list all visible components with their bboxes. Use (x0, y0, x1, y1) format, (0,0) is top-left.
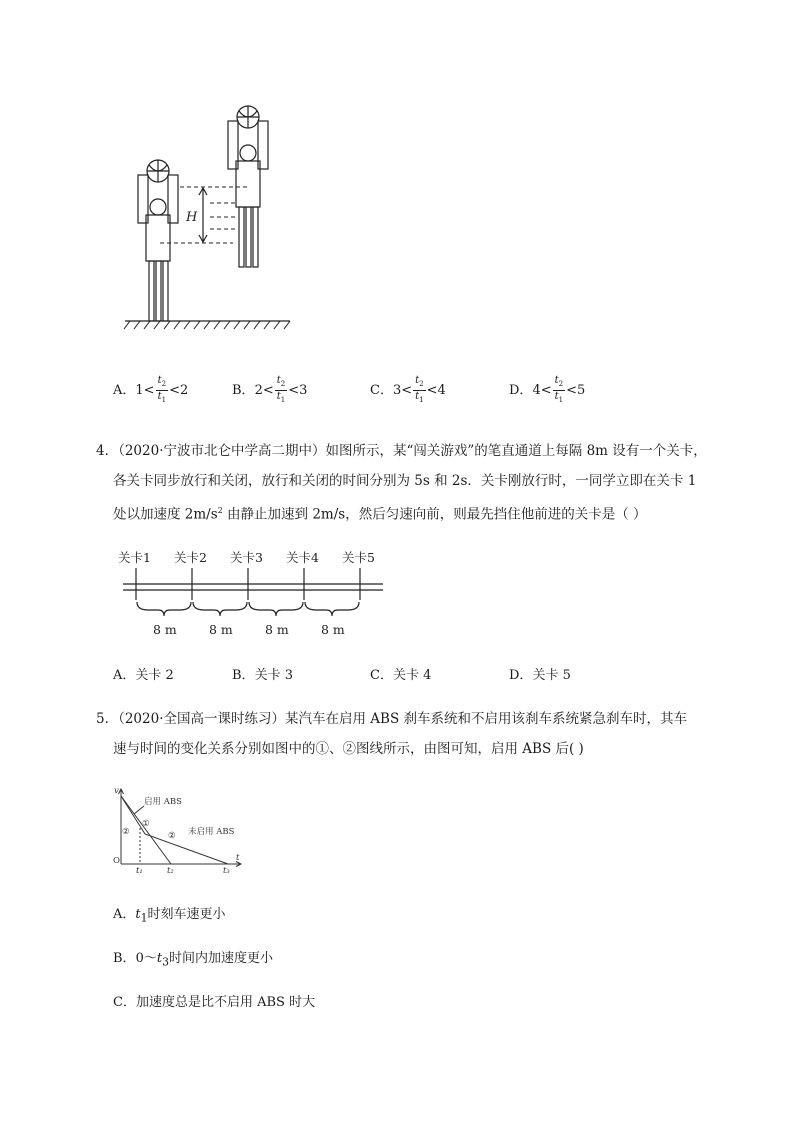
q4-stem-line-1: 4．（2020·宁波市北仑中学高二期中）如图所示，某“闯关游戏”的笔直通道上每隔 8m 设有一个关卡， (96, 443, 707, 459)
q3-option-c[interactable]: C．3< $\frac{t_2}{t_1}$ <4 (370, 375, 446, 404)
option-letter: D． (509, 668, 533, 683)
gate-label-3: 关卡3 (230, 550, 263, 565)
ratio-fraction: $\frac{t_2}{t_1}$ (554, 375, 564, 404)
label-without-abs: 未启用 ABS (188, 827, 235, 837)
gate-label-5: 关卡5 (342, 550, 375, 565)
ratio-fraction: $\frac{t_2}{t_1}$ (415, 375, 424, 404)
q3-option-d[interactable]: D．4< $\frac{t_2}{t_1}$ <5 (509, 375, 586, 404)
label-with-abs: 启用 ABS (144, 797, 182, 807)
q4-stem-line-2: 各关卡同步放行和关闭，放行和关闭的时间分别为 5s 和 2s．关卡刚放行时，一同学立即在关卡 1 (113, 473, 697, 489)
tick-t3: t₃ (223, 866, 230, 876)
velocity-time-graph (110, 784, 250, 876)
curve-2-label-left: ② (122, 827, 130, 837)
height-label: H (186, 210, 198, 225)
q5-stem-line-2: 速与时间的变化关系分别如图中的①、②图线所示，由图可知，启用 ABS 后( ) (113, 741, 584, 757)
option-letter: A． (113, 383, 136, 398)
ratio-fraction: $\frac{t_2}{t_1}$ (157, 375, 167, 404)
option-letter: B． (232, 668, 255, 683)
spacing-label-4: 8 m (321, 622, 345, 637)
q5-option-c[interactable]: C．加速度总是比不启用 ABS 时大 (113, 995, 316, 1010)
curve-2-label-right: ② (168, 831, 176, 841)
gate-label-2: 关卡2 (174, 550, 207, 565)
option-letter: B． (232, 383, 255, 398)
ratio-fraction: $\frac{t_2}{t_1}$ (276, 375, 286, 404)
option-letter: C． (370, 383, 393, 398)
axis-label-t: t (236, 853, 240, 863)
gate-label-1: 关卡1 (118, 550, 151, 565)
gate-label-4: 关卡4 (286, 550, 319, 565)
q4-option-d[interactable]: D．关卡 5 (509, 668, 571, 683)
q5-option-a[interactable]: A．$t_1$时刻车速更小 (113, 907, 226, 925)
option-letter: A． (113, 907, 136, 922)
origin-label: O (113, 856, 120, 866)
option-letter: C． (370, 668, 393, 683)
q4-option-b[interactable]: B．关卡 3 (232, 668, 293, 683)
gates-figure (118, 544, 388, 644)
option-letter: B． (113, 951, 136, 966)
q3-option-b[interactable]: B．2< $\frac{t_2}{t_1}$ <3 (232, 375, 308, 404)
q5-option-b[interactable]: B．$0\sim t_3$时间内加速度更小 (113, 951, 273, 969)
tick-t1: t₁ (136, 866, 143, 876)
spacing-label-2: 8 m (209, 622, 233, 637)
tick-t2: t₂ (167, 866, 174, 876)
option-letter: C． (113, 995, 136, 1010)
q5-stem-line-1: 5．（2020·全国高一课时练习）某汽车在启用 ABS 刹车系统和不启用该刹车系统紧急刹车时，其车 (96, 711, 687, 727)
q4-stem-line-3: 处以加速度 $2m/s^2$ 由静止加速到 2m/s，然后匀速向前，则最先挡住他前进的关卡是（ ） (113, 506, 647, 523)
spacing-label-3: 8 m (265, 622, 289, 637)
option-letter: A． (113, 668, 136, 683)
axis-label-v: v (114, 786, 119, 796)
q4-option-a[interactable]: A．关卡 2 (113, 668, 174, 683)
q4-option-c[interactable]: C．关卡 4 (370, 668, 432, 683)
basketball-jump-figure (120, 95, 295, 330)
q3-option-a[interactable]: A．1< $\frac{t_2}{t_1}$ <2 (113, 375, 189, 404)
option-letter: D． (509, 383, 533, 398)
curve-1-label: ① (142, 819, 150, 829)
spacing-label-1: 8 m (153, 622, 177, 637)
